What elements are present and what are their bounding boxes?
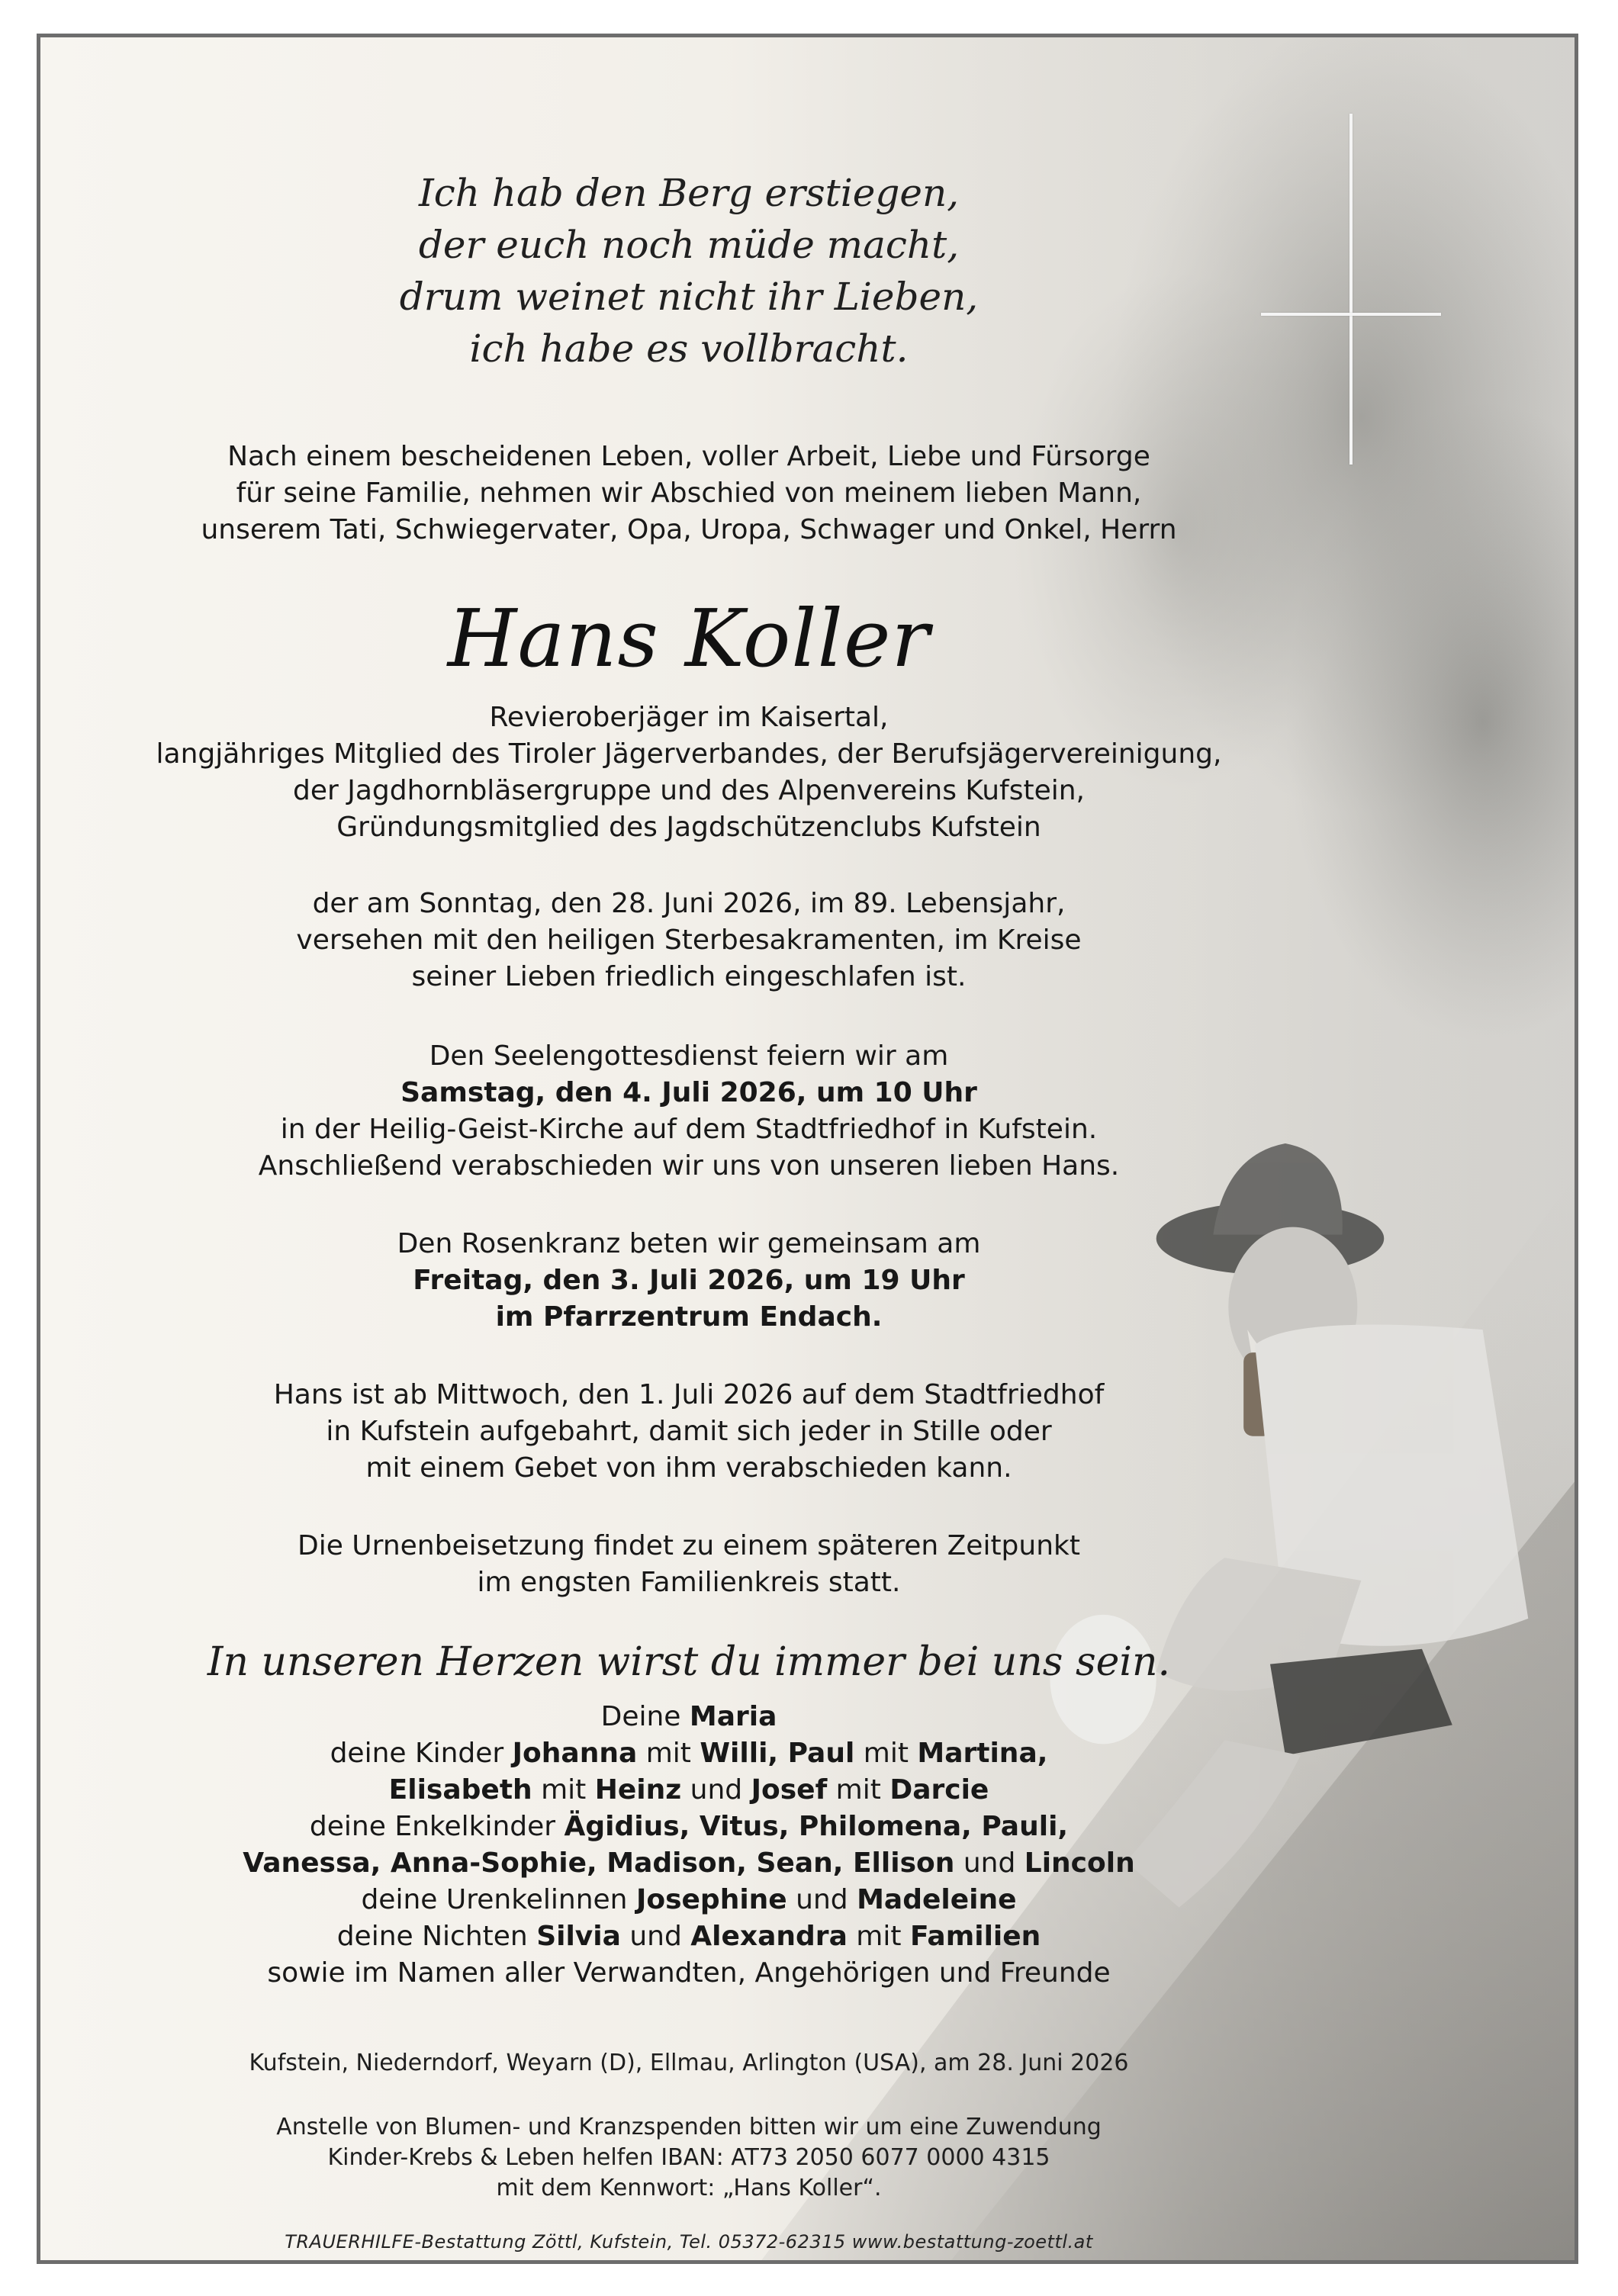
role-line: der Jagdhornbläsergruppe und des Alpenvereins Kufstein,: [293, 775, 1085, 806]
donation-text: [40, 2112, 1337, 2204]
roles-text: [40, 699, 1337, 846]
death-text: [40, 886, 1337, 995]
poem-line: der euch noch müde macht,: [418, 223, 960, 267]
viewing-line: mit einem Gebet von ihm verabschieden kann.: [365, 1452, 1012, 1484]
viewing-line: Hans ist ab Mittwoch, den 1. Juli 2026 auf dem Stadtfriedhof: [273, 1379, 1105, 1410]
urn-text: [40, 1528, 1337, 1601]
poem: [40, 167, 1337, 375]
intro-line: unserem Tati, Schwiegervater, Opa, Uropa, Schwager und Onkel, Herrn: [201, 514, 1177, 545]
intro-text: [40, 439, 1337, 548]
poem-line: ich habe es vollbracht.: [469, 326, 909, 371]
service-after: Anschließend verabschieden wir uns von unseren lieben Hans.: [258, 1150, 1120, 1182]
service-place: in der Heilig-Geist-Kirche auf dem Stadtfriedhof in Kufstein.: [280, 1114, 1098, 1145]
service-date: Samstag, den 4. Juli 2026, um 10 Uhr: [400, 1077, 977, 1108]
service-text: [40, 1038, 1337, 1185]
family-line: deine Nichten Silvia und Alexandra mit Familien: [336, 1921, 1041, 1952]
role-line: Revieroberjäger im Kaisertal,: [489, 702, 889, 733]
family-line: deine Enkelkinder Ägidius, Vitus, Philomena, Pauli,: [309, 1811, 1069, 1842]
family-line: Deine Maria: [600, 1701, 777, 1732]
heart-line: In unseren Herzen wirst du immer bei uns sein.: [207, 1639, 1171, 1685]
obituary-card: [37, 34, 1578, 2264]
death-line: seiner Lieben friedlich eingeschlafen ist.: [411, 961, 967, 992]
donation-line: Anstelle von Blumen- und Kranzspenden bitten wir um eine Zuwendung: [276, 2114, 1102, 2140]
poem-line: drum weinet nicht ihr Lieben,: [399, 275, 979, 319]
family-line: Vanessa, Anna-Sophie, Madison, Sean, Ellison und Lincoln: [243, 1847, 1135, 1879]
poem-line: Ich hab den Berg erstiegen,: [418, 171, 960, 215]
places-date: Kufstein, Niederndorf, Weyarn (D), Ellmau, Arlington (USA), am 28. Juni 2026: [249, 2050, 1129, 2076]
intro-line: für seine Familie, nehmen wir Abschied von meinem lieben Mann,: [236, 478, 1142, 509]
death-line: der am Sonntag, den 28. Juni 2026, im 89. Lebensjahr,: [312, 888, 1066, 919]
service-intro: Den Seelengottesdienst feiern wir am: [429, 1040, 949, 1072]
family-line: deine Urenkelinnen Josephine und Madeleine: [361, 1884, 1017, 1915]
family-line: deine Kinder Johanna mit Willi, Paul mit Martina,: [330, 1738, 1048, 1769]
viewing-text: [40, 1377, 1337, 1487]
role-line: langjähriges Mitglied des Tiroler Jägerverbandes, der Berufsjägervereinigung,: [156, 738, 1222, 770]
deceased-name: Hans Koller: [447, 592, 931, 685]
family-list: [40, 1699, 1337, 1992]
role-line: Gründungsmitglied des Jagdschützenclubs Kufstein: [336, 812, 1041, 843]
rosary-date: Freitag, den 3. Juli 2026, um 19 Uhr: [413, 1265, 965, 1296]
rosary-intro: Den Rosenkranz beten wir gemeinsam am: [397, 1228, 981, 1259]
viewing-line: in Kufstein aufgebahrt, damit sich jeder in Stille oder: [326, 1416, 1052, 1447]
rosary-place: im Pfarrzentrum Endach.: [495, 1301, 883, 1333]
cross-vertical: [1349, 114, 1353, 465]
family-line: sowie im Namen aller Verwandten, Angehörigen und Freunde: [267, 1957, 1111, 1989]
rosary-text: [40, 1226, 1337, 1336]
intro-line: Nach einem bescheidenen Leben, voller Arbeit, Liebe und Fürsorge: [227, 441, 1150, 472]
donation-line: Kinder-Krebs & Leben helfen IBAN: AT73 2050 6077 0000 4315: [327, 2144, 1050, 2171]
death-line: versehen mit den heiligen Sterbesakramenten, im Kreise: [296, 925, 1082, 956]
family-line: Elisabeth mit Heinz und Josef mit Darcie: [388, 1774, 989, 1806]
funeral-home-footer: TRAUERHILFE-Bestattung Zöttl, Kufstein, Tel. 05372-62315 www.bestattung-zoettl.at: [285, 2231, 1093, 2253]
donation-line: mit dem Kennwort: „Hans Koller“.: [496, 2175, 882, 2201]
urn-line: Die Urnenbeisetzung findet zu einem späteren Zeitpunkt: [297, 1530, 1081, 1561]
urn-line: im engsten Familienkreis statt.: [477, 1567, 901, 1598]
